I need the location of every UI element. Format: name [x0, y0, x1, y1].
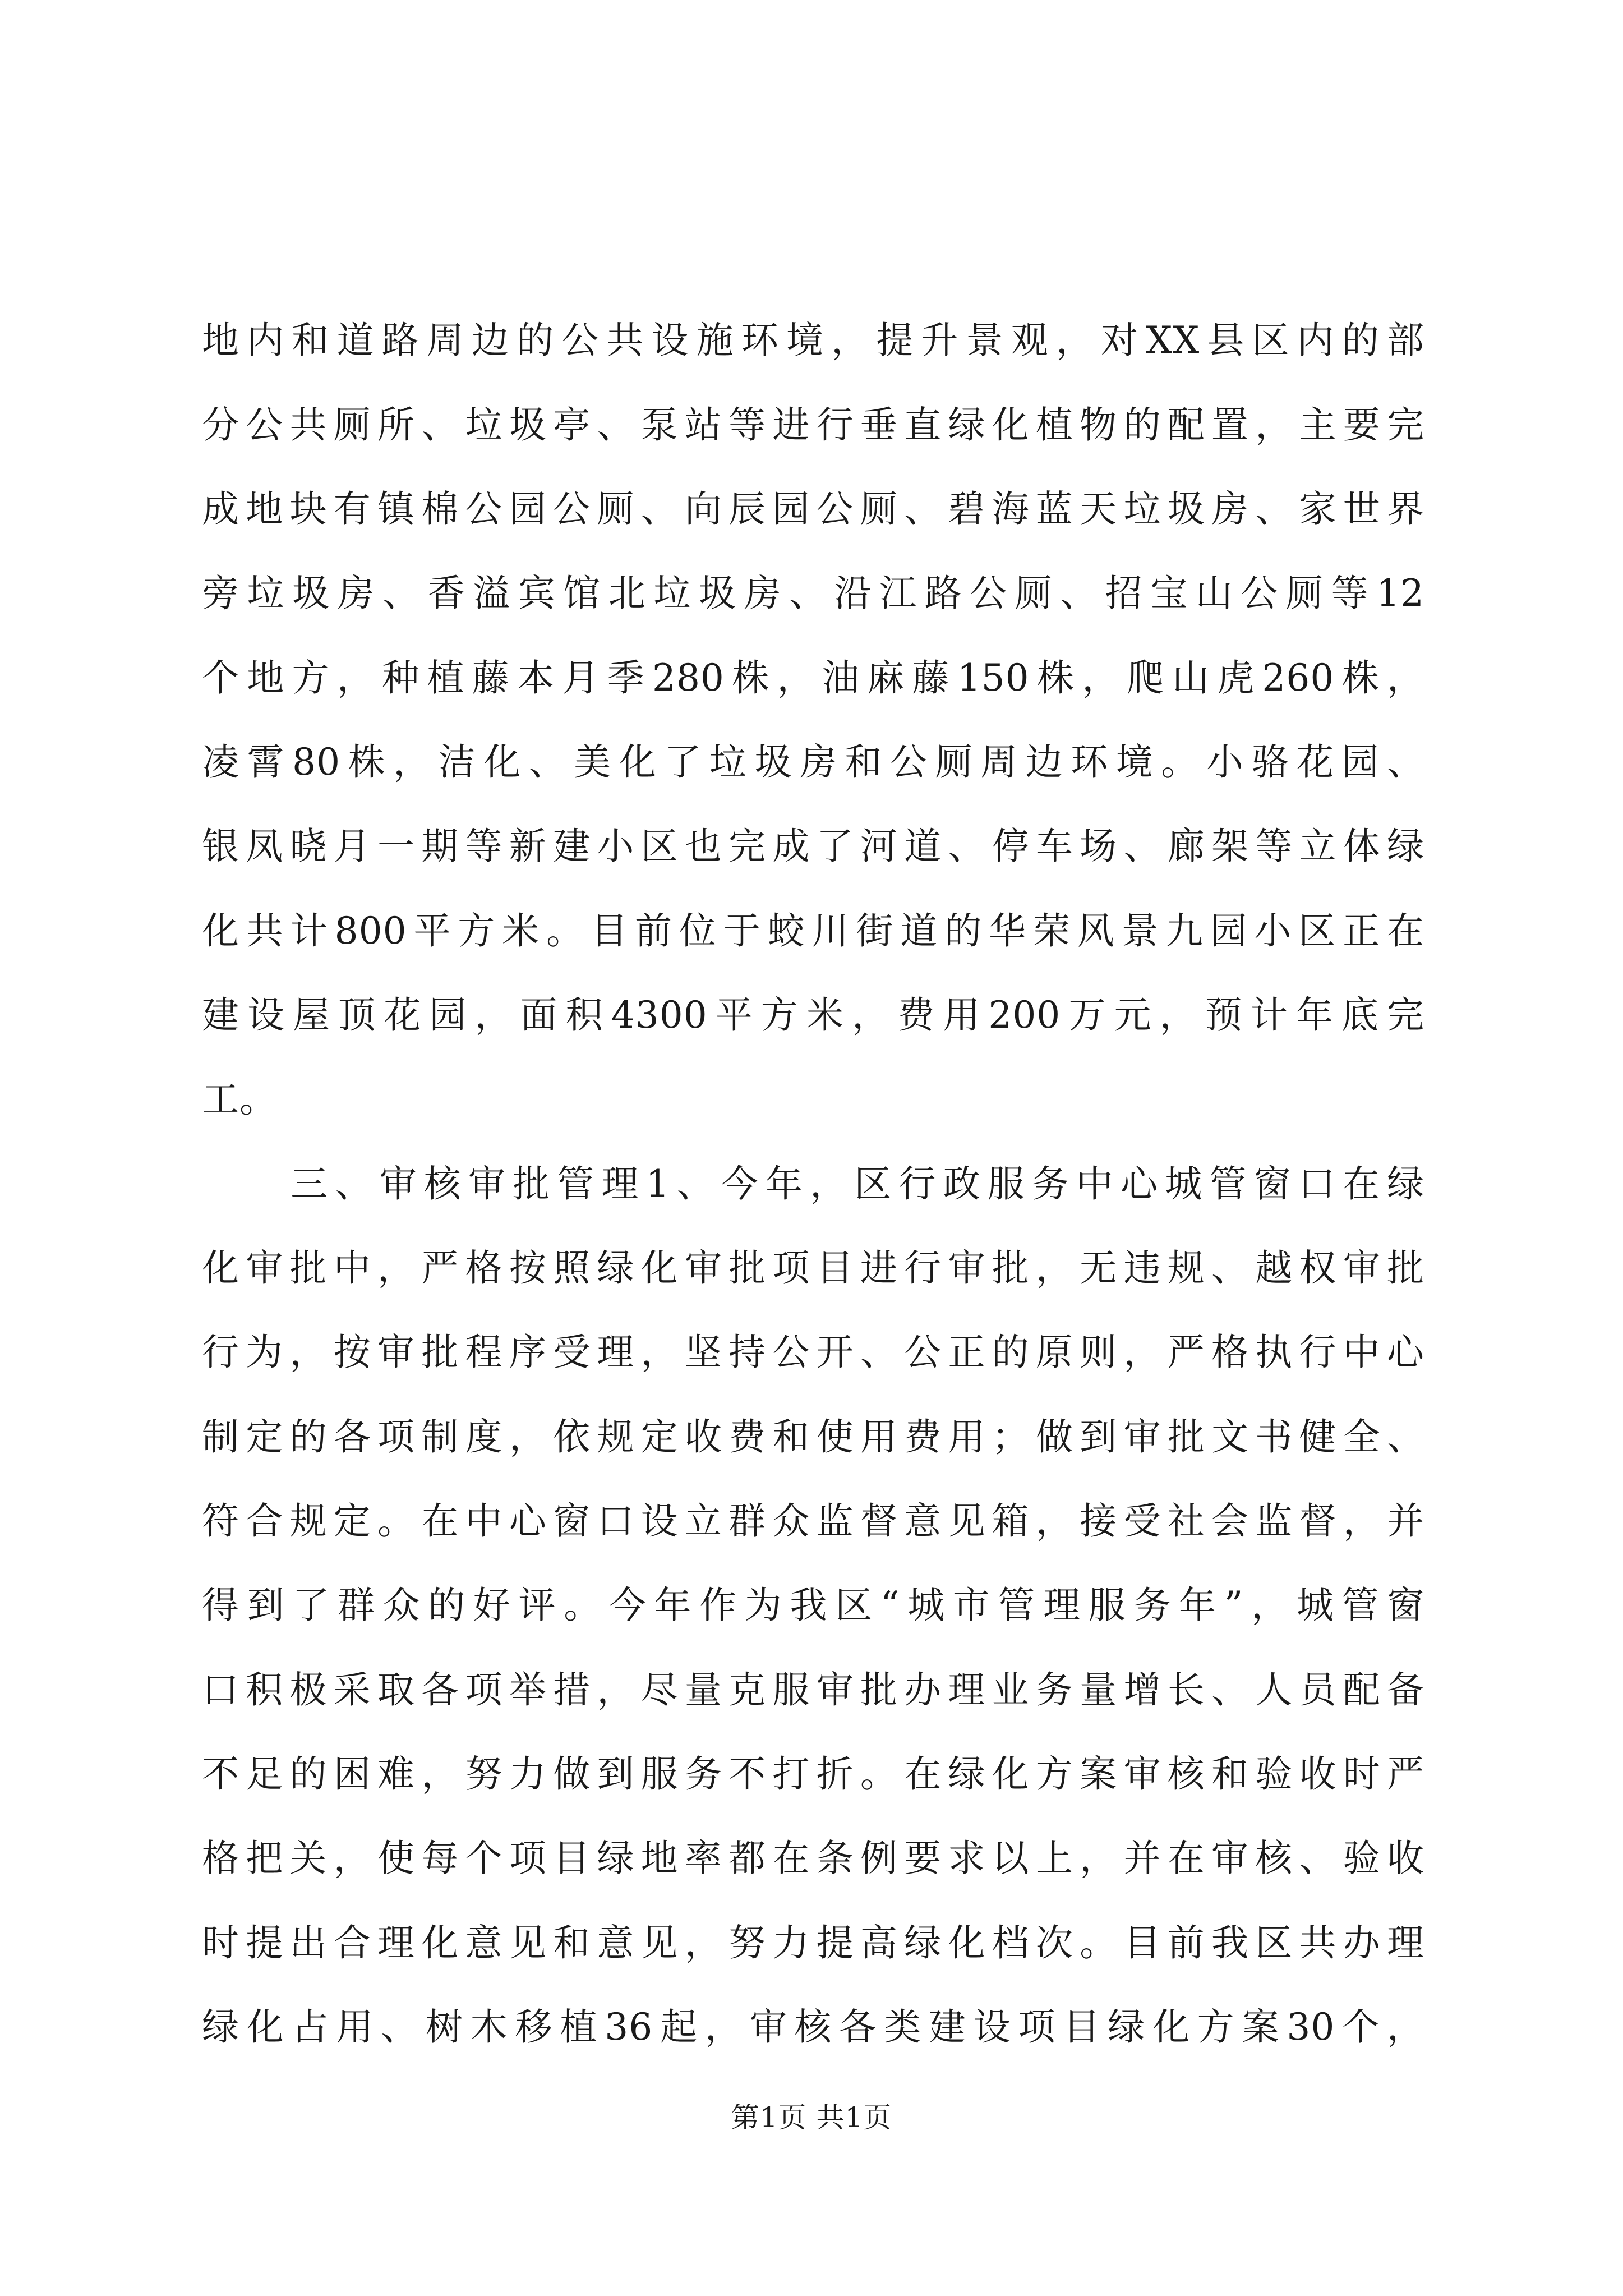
body-line-17: 口积极采取各项举措，尽量克服审批办理业务量增长、人员配备: [202, 1668, 1424, 1711]
body-line-18: 不足的困难，努力做到服务不打折。在绿化方案审核和验收时严: [202, 1752, 1424, 1796]
body-line-3: 成地块有镇棉公园公厕、向辰园公厕、碧海蓝天垃圾房、家世界: [202, 487, 1424, 531]
body-line-9: 建设屋顶花园，面积4300平方米，费用200万元，预计年底完: [202, 993, 1424, 1037]
body-line-20: 时提出合理化意见和意见，努力提高绿化档次。目前我区共办理: [202, 1921, 1424, 1964]
body-line-1: 地内和道路周边的公共设施环境，提升景观，对XX县区内的部: [202, 319, 1424, 362]
body-line-16: 得到了群众的好评。今年作为我区“城市管理服务年”，城管窗: [202, 1584, 1424, 1627]
body-line-13: 行为，按审批程序受理，坚持公开、公正的原则，严格执行中心: [202, 1331, 1424, 1374]
body-line-7: 银凤晓月一期等新建小区也完成了河道、停车场、廊架等立体绿: [202, 825, 1424, 868]
body-line-6: 凌霄80株，洁化、美化了垃圾房和公厕周边环境。小骆花园、: [202, 740, 1424, 784]
body-line-12: 化审批中，严格按照绿化审批项目进行审批，无违规、越权审批: [202, 1246, 1424, 1290]
body-line-5: 个地方，种植藤本月季280株，油麻藤150株，爬山虎260株，: [202, 656, 1424, 700]
body-line-15: 符合规定。在中心窗口设立群众监督意见箱，接受社会监督，并: [202, 1499, 1424, 1543]
body-line-19: 格把关，使每个项目绿地率都在条例要求以上，并在审核、验收: [202, 1837, 1424, 1880]
body-line-4: 旁垃圾房、香溢宾馆北垃圾房、沿江路公厕、招宝山公厕等12: [202, 572, 1424, 615]
body-line-14: 制定的各项制度，依规定收费和使用费用；做到审批文书健全、: [202, 1415, 1424, 1458]
body-line-10: 工。: [202, 1078, 277, 1121]
body-line-2: 分公共厕所、垃圾亭、泵站等进行垂直绿化植物的配置，主要完: [202, 403, 1424, 447]
page-footer: 第1页 共1页: [731, 2101, 892, 2134]
body-line-11: 三、审核审批管理1、今年，区行政服务中心城管窗口在绿: [202, 1162, 1424, 1205]
body-line-8: 化共计800平方米。目前位于蛟川街道的华荣风景九园小区正在: [202, 909, 1424, 953]
body-line-21: 绿化占用、树木移植36起，审核各类建设项目绿化方案30个，: [202, 2005, 1424, 2049]
